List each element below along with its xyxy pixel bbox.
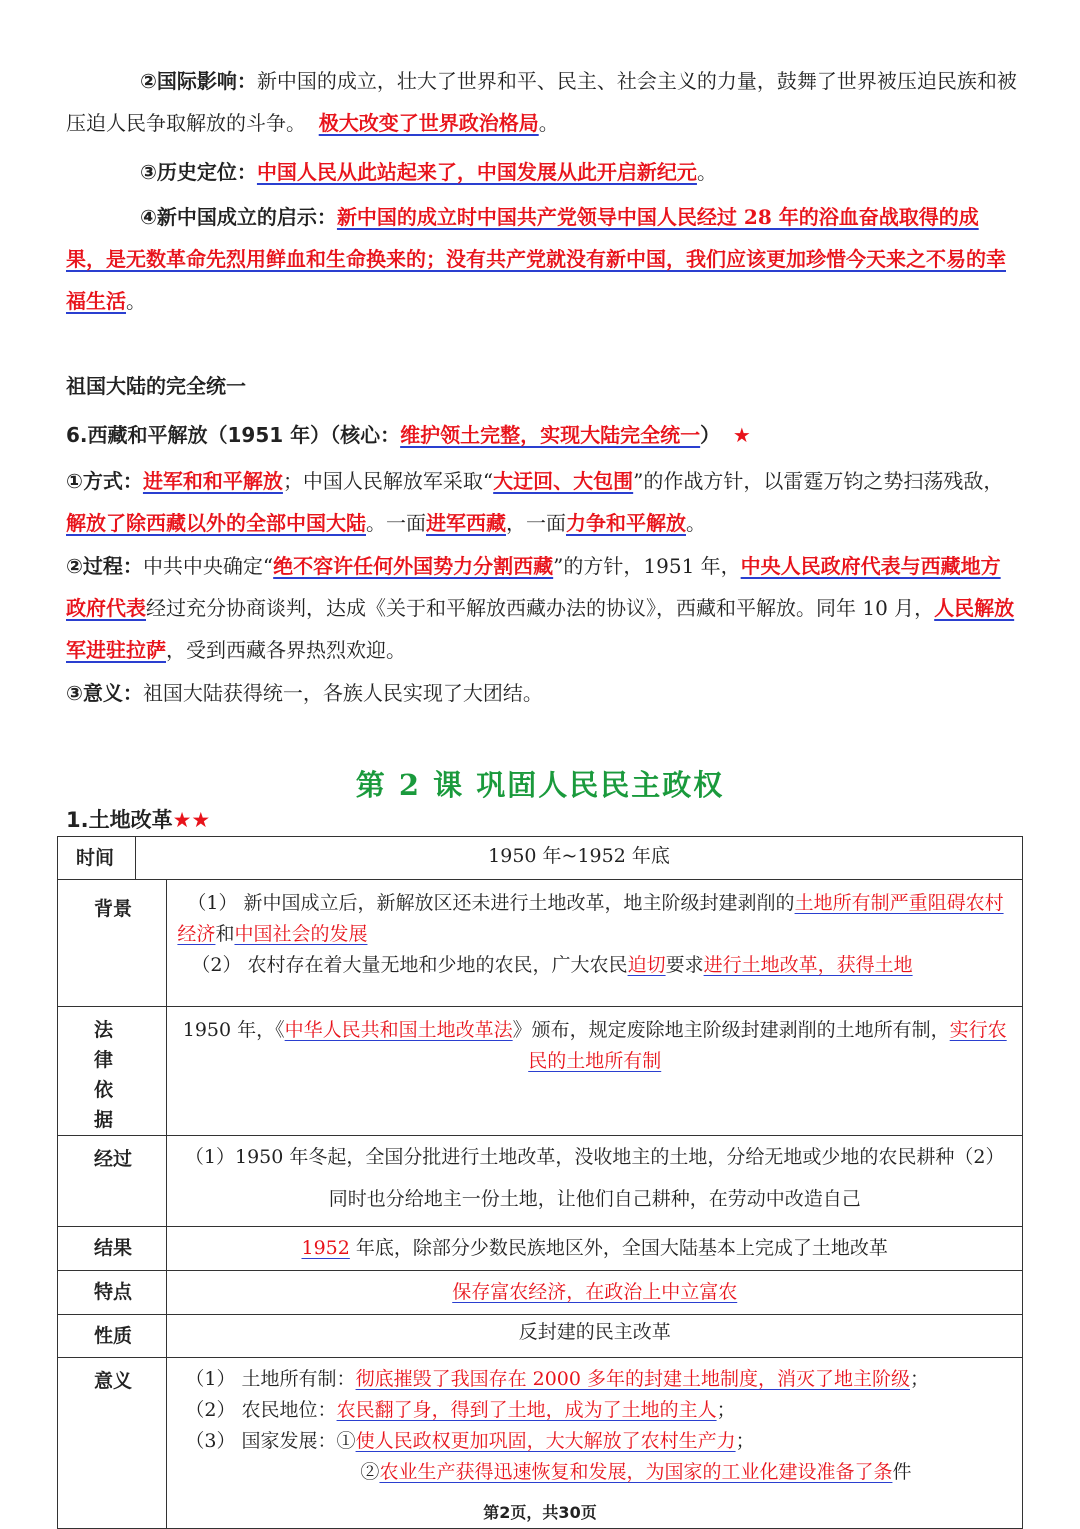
highlight: 农业生产获得迅速恢复和发展，为国家的工业化建设准备了条 <box>379 1461 893 1483</box>
text: （3） 国家发展：① <box>185 1430 356 1452</box>
text: 年底，除部分少数民族地区外，全国大陆基本上完成了土地改革 <box>349 1237 888 1259</box>
page-footer: 第2页，共30页 <box>483 1503 597 1522</box>
table-row <box>58 1271 1023 1315</box>
text: 祖国大陆获得统一，各族人民实现了大团结。 <box>142 681 543 705</box>
inspiration-label: ④新中国成立的启示： <box>140 205 337 229</box>
legal-basis-label: 法律依据 <box>58 1007 167 1136</box>
text: （1） 土地所有制： <box>185 1368 356 1390</box>
significance-label: 意义 <box>58 1358 167 1529</box>
background-point-1 <box>177 888 1012 950</box>
highlight: 人民解放军进驻拉萨 <box>66 596 1015 662</box>
highlight: 进军和和平解放 <box>142 469 283 493</box>
text: ”的方针，1951 年， <box>553 554 741 578</box>
highlight: 力争和平解放 <box>566 511 686 535</box>
feature-content <box>167 1271 1023 1315</box>
text: 》颁布，规定废除地主阶级封建剥削的土地所有制， <box>512 1019 950 1041</box>
significance-point-3 <box>185 1426 1012 1457</box>
table-row <box>58 1315 1023 1358</box>
intl-impact-highlight: 极大改变了世界政治格局 <box>318 111 539 135</box>
background-label: 背景 <box>58 880 167 1007</box>
nature-label: 性质 <box>58 1315 167 1358</box>
text: 经过充分协商谈判，达成《关于和平解放西藏办法的协议》，西藏和平解放。同年 10 月， <box>146 596 935 620</box>
highlight: 1952 <box>301 1237 350 1259</box>
text: （2） 农民地位： <box>185 1399 337 1421</box>
significance-point-2 <box>185 1395 1012 1426</box>
tibet-title-close: ） <box>700 423 721 447</box>
highlight: 中央人民政府代表与西藏地方政府代表 <box>66 554 1001 620</box>
table-row <box>58 880 1023 1007</box>
tibet-process-paragraph <box>66 545 1018 671</box>
significance-point-1 <box>185 1364 1012 1395</box>
highlight: 实行农民的土地所有制 <box>528 1019 1007 1072</box>
highlight: 大迂回、大包围 <box>493 469 634 493</box>
process-label: ②过程： <box>66 554 143 578</box>
text: ，受到西藏各界热烈欢迎。 <box>166 638 406 662</box>
text: ”的作战方针，以雷霆万钧之势扫荡残敌， <box>633 469 1004 493</box>
nature-content: 反封建的民主改革 <box>167 1315 1023 1358</box>
table-row <box>58 1007 1023 1136</box>
time-value: 1950 年~1952 年底 <box>136 837 1023 880</box>
land-reform-table <box>57 836 1023 1529</box>
text: ；中国人民解放军采取“ <box>282 469 494 493</box>
process-label: 经过 <box>58 1136 167 1227</box>
text: ； <box>910 1368 930 1390</box>
significance-label: ③意义： <box>66 681 143 705</box>
text: 中共中央确定“ <box>142 554 274 578</box>
intl-impact-paragraph <box>66 60 1018 144</box>
text: ； <box>716 1399 736 1421</box>
highlight: 进行土地改革，获得土地 <box>703 954 913 976</box>
highlight: 迫切 <box>627 954 666 976</box>
inspiration-paragraph <box>66 196 1018 322</box>
historical-position-label: ③历史定位： <box>140 160 257 184</box>
land-reform-heading <box>66 804 210 834</box>
section-heading-reunification: 祖国大陆的完全统一 <box>66 374 246 398</box>
highlight: 土地所有制严重阻碍农村经济 <box>177 892 1004 945</box>
punct: 。 <box>126 289 146 313</box>
highlight: 进军西藏 <box>426 511 506 535</box>
inspiration-highlight: 新中国的成立时中国共产党领导中国人民经过 28 年的浴血奋战取得的成果，是无数革命先烈用鲜血和生命换来的；没有共产党就没有新中国，我们应该更加珍惜今天来之不易的幸福生活 <box>66 205 1006 313</box>
intl-impact-label: ②国际影响： <box>140 69 257 93</box>
significance-point-4 <box>185 1457 1012 1488</box>
highlight: 使人民政权更加巩固，大大解放了农村生产力 <box>355 1430 736 1452</box>
method-label: ①方式： <box>66 469 143 493</box>
historical-position-highlight: 中国人民从此站起来了，中国发展从此开启新纪元 <box>256 160 697 184</box>
table-row <box>58 1136 1023 1227</box>
intl-impact-text: 新中国的成立，壮大了世界和平、民主、社会主义的力量，鼓舞了世界被压迫民族和被压迫人民争取解放的斗争。 <box>66 69 1017 135</box>
punct: 。 <box>538 111 559 135</box>
highlight: 农民翻了身，得到了土地，成为了土地的主人 <box>336 1399 717 1421</box>
process-content: （1）1950 年冬起，全国分批进行土地改革，没收地主的土地，分给无地或少地的农民耕种（2）同时也分给地主一份土地，让他们自己耕种，在劳动中改造自己 <box>167 1136 1023 1227</box>
text: 1950 年，《 <box>182 1019 285 1041</box>
text: （1） 新中国成立后，新解放区还未进行土地改革，地主阶级封建剥削的 <box>187 892 795 914</box>
legal-basis-content <box>167 1007 1023 1136</box>
background-content <box>167 880 1023 1007</box>
text: 要求 <box>665 954 704 976</box>
highlight: 中国社会的发展 <box>234 923 368 945</box>
star-icon: ★★ <box>172 808 211 832</box>
result-content <box>167 1227 1023 1271</box>
text: ② <box>360 1461 380 1483</box>
highlight: 彻底摧毁了我国存在 2000 多年的封建土地制度，消灭了地主阶级 <box>355 1368 910 1390</box>
result-label: 结果 <box>58 1227 167 1271</box>
tibet-method-paragraph <box>66 460 1018 544</box>
highlight: 中华人民共和国土地改革法 <box>284 1019 513 1041</box>
time-label: 时间 <box>58 837 136 880</box>
table-row <box>58 837 1023 880</box>
text: （2） 农村存在着大量无地和少地的农民，广大农民 <box>191 954 628 976</box>
punct: 。 <box>696 160 717 184</box>
text: 。一面 <box>366 511 426 535</box>
historical-position-paragraph <box>66 151 1018 193</box>
lesson-title: 第 2 课 巩固人民民主政权 <box>355 768 725 802</box>
tibet-significance-paragraph <box>66 672 1018 714</box>
text: 和 <box>215 923 235 945</box>
background-point-2 <box>177 950 1012 981</box>
text: 。 <box>686 511 706 535</box>
feature-label: 特点 <box>58 1271 167 1315</box>
highlight: 绝不容许任何外国势力分割西藏 <box>273 554 554 578</box>
tibet-core-highlight: 维护领土完整，实现大陆完全统一 <box>400 423 701 447</box>
highlight: 保存富农经济，在政治上中立富农 <box>452 1281 738 1303</box>
table-row <box>58 1227 1023 1271</box>
text: 件 <box>892 1461 912 1483</box>
land-reform-label: 1.土地改革 <box>66 808 173 832</box>
tibet-title <box>66 414 1018 456</box>
tibet-title-text: 6.西藏和平解放（1951 年）（核心： <box>66 423 401 447</box>
text: ，一面 <box>506 511 566 535</box>
text: ； <box>735 1430 755 1452</box>
star-icon: ★ <box>732 423 751 447</box>
highlight: 解放了除西藏以外的全部中国大陆 <box>66 511 366 535</box>
